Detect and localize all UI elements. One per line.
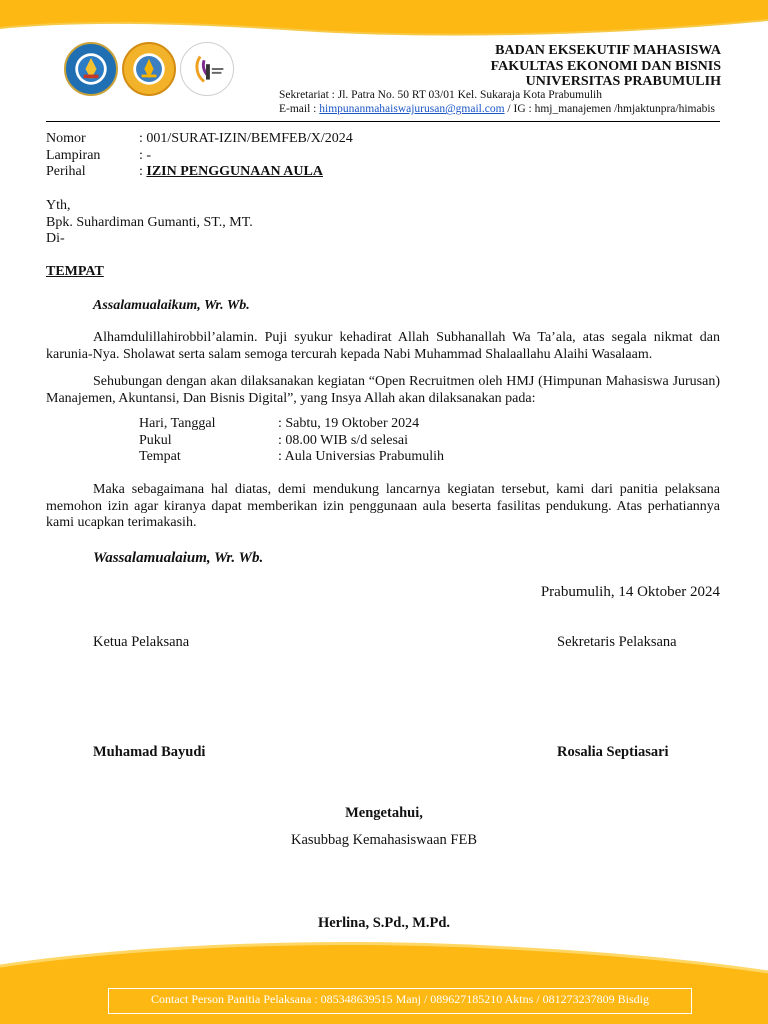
recipient-yth: Yth, [46, 198, 71, 213]
instagram-handles: / IG : hmj_manajemen /hmjaktunpra/himabis [504, 103, 716, 115]
lampiran-value: : - [139, 147, 152, 163]
recipient-name: Bpk. Suhardiman Gumanti, ST., MT. [46, 214, 253, 230]
letterhead-contact [279, 88, 715, 116]
left-signer-role: Ketua Pelaksana [93, 634, 190, 650]
perihal-colon: : [139, 164, 147, 179]
header-divider [46, 121, 720, 122]
right-signer-role: Sekretaris Pelaksana [557, 634, 677, 650]
paragraph-request: Maka sebagaimana hal diatas, demi mendukung lancarnya kegiatan tersebut, kami dari panitia pelaksana memohon izin agar kiranya dapat memberikan izin penggunaan aula beserta fasilitas pendukung. Atas perhatiannya kami ucapkan terimakasih. [46, 482, 720, 530]
recipient-di: Di- [46, 231, 65, 246]
recipient-block [46, 198, 720, 248]
detail-label: Tempat [139, 449, 181, 464]
detail-value: : 08.00 WIB s/d selesai [278, 432, 409, 448]
footer-contact: Contact Person Panitia Pelaksana : 085348639515 Manj / 089627185210 Aktns / 081273237809 Bisdig [108, 988, 692, 1014]
nomor-value: : 001/SURAT-IZIN/BEMFEB/X/2024 [139, 131, 353, 146]
detail-label: Pukul [139, 432, 172, 448]
greeting: Assalamualaikum, Wr. Wb. [93, 298, 250, 313]
letterhead-org [261, 43, 721, 90]
closing-salutation: Wassalamualaium, Wr. Wb. [93, 550, 264, 566]
detail-value: : Sabtu, 19 Oktober 2024 [278, 416, 420, 431]
paragraph-opening: Alhamdulillahirobbil’alamin. Puji syukur kehadirat Allah Subhanallah Wa Ta’ala, atas segala nikmat dan karunia-Nya. Sholawat serta salam semoga tercurah kepada Nabi Muhammad Shalaallahu Alaihi Wasalaam. [46, 330, 720, 362]
email-line [279, 102, 715, 116]
nomor-row [46, 131, 353, 148]
university-logo [64, 42, 118, 96]
right-signer-name: Rosalia Septiasari [557, 744, 669, 760]
perihal-label: Perihal [46, 164, 86, 179]
detail-row [139, 433, 444, 450]
acknowledge-name: Herlina, S.Pd., M.Pd. [317, 915, 451, 931]
letter-meta [46, 131, 353, 181]
paragraph-event: Sehubungan dengan akan dilaksanakan kegiatan “Open Recruitmen oleh HMJ (Himpunan Mahasiswa Jurusan) Manajemen, Akuntansi, Dan Bisnis Digital”, yang Insya Allah akan dilaksanakan pada: [46, 374, 720, 406]
detail-value: : Aula Universias Prabumulih [278, 449, 445, 464]
lampiran-label: Lampiran [46, 147, 101, 163]
lampiran-row [46, 148, 353, 165]
acknowledge-role: Kasubbag Kemahasiswaan FEB [290, 832, 478, 848]
top-wave-decoration [0, 0, 768, 40]
faculty-logo [122, 42, 176, 96]
email-link[interactable]: himpunanmahaiswajurusan@gmail.com [319, 103, 505, 115]
logo-group [64, 42, 236, 98]
recipient-place: TEMPAT [46, 264, 104, 279]
org-name-line2: FAKULTAS EKONOMI DAN BISNIS [490, 58, 721, 74]
event-details [139, 416, 444, 466]
nomor-label: Nomor [46, 131, 86, 146]
detail-row [139, 449, 444, 466]
email-prefix: E-mail : [279, 103, 320, 115]
detail-label: Hari, Tanggal [139, 416, 216, 431]
acknowledge-heading: Mengetahui, [345, 805, 423, 821]
perihal-row [46, 164, 353, 181]
left-signer-name: Muhamad Bayudi [93, 744, 206, 760]
address-line: Sekretariat : Jl. Patra No. 50 RT 03/01 Kel. Sukaraja Kota Prabumulih [279, 89, 602, 101]
place-date: Prabumulih, 14 Oktober 2024 [540, 584, 720, 600]
org-name-line1: BADAN EKSEKUTIF MAHASISWA [495, 43, 721, 58]
bem-logo [180, 42, 234, 96]
org-name-line3: UNIVERSITAS PRABUMULIH [525, 74, 721, 89]
detail-row [139, 416, 444, 433]
perihal-value: IZIN PENGGUNAAN AULA [146, 164, 323, 179]
